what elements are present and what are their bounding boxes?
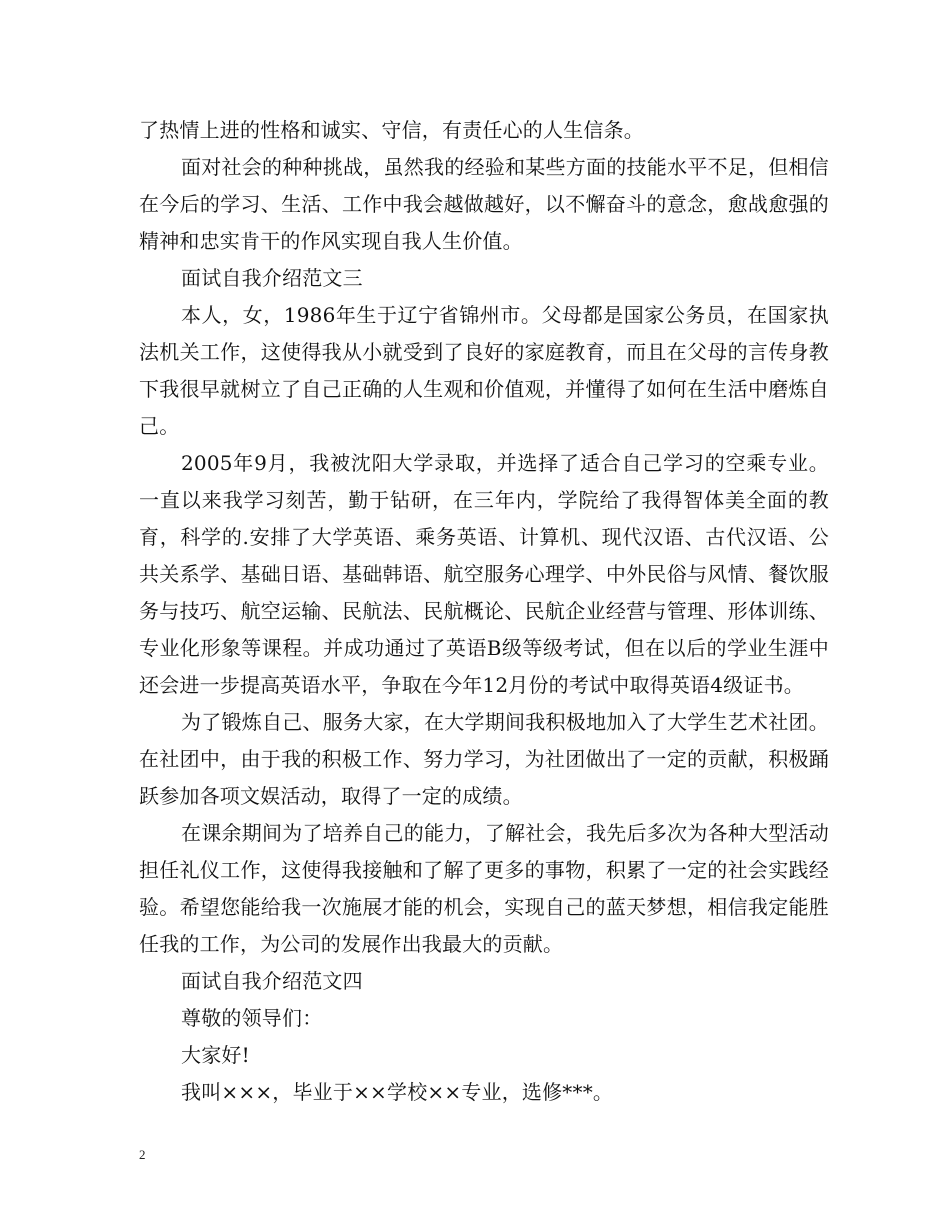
page-number: 2 [139, 1147, 146, 1162]
paragraph: 在课余期间为了培养自己的能力，了解社会，我先后多次为各种大型活动担任礼仪工作，这使得我接触和了解了更多的事物，积累了一定的社会实践经验。希望您能给我一次施展才能的机会，实现自己的蓝天梦想，相信我定能胜任我的工作，为公司的发展作出我最大的贡献。 [139, 821, 829, 956]
paragraph: 本人，女，1986年生于辽宁省锦州市。父母都是国家公务员，在国家执法机关工作，这使得我从小就受到了良好的家庭教育，而且在父母的言传身教下我很早就树立了自己正确的人生观和价值观，并懂得了如何在生活中磨炼自己。 [139, 303, 829, 438]
paragraph: 我叫×××，毕业于××学校××专业，选修***。 [181, 1080, 614, 1104]
section-heading: 面试自我介绍范文三 [181, 266, 363, 290]
document-body [139, 112, 829, 1111]
paragraph: 为了锻炼自己、服务大家，在大学期间我积极地加入了大学生艺术社团。在社团中，由于我的积极工作、努力学习，为社团做出了一定的贡献，积极踊跃参加各项文娱活动，取得了一定的成绩。 [139, 710, 829, 808]
greeting: 大家好! [181, 1043, 250, 1067]
salutation: 尊敬的领导们： [181, 1006, 323, 1030]
paragraph: 了热情上进的性格和诚实、守信，有责任心的人生信条。 [139, 118, 644, 142]
paragraph: 面对社会的种种挑战，虽然我的经验和某些方面的技能水平不足，但相信在今后的学习、生活、工作中我会越做越好，以不懈奋斗的意念，愈战愈强的精神和忠实肯干的作风实现自我人生价值。 [139, 155, 829, 253]
paragraph: 2005年9月，我被沈阳大学录取，并选择了适合自己学习的空乘专业。一直以来我学习刻苦，勤于钻研，在三年内，学院给了我得智体美全面的教育，科学的.安排了大学英语、乘务英语、计算机、现代汉语、古代汉语、公共关系学、基础日语、基础韩语、航空服务心理学、中外民俗与风情、餐饮服务与技巧、航空运输、民航法、民航概论、民航企业经营与管理、形体训练、专业化形象等课程。并成功通过了英语B级等级考试，但在以后的学业生涯中还会进一步提高英语水平，争取在今年12月份的考试中取得英语4级证书。 [139, 451, 829, 697]
section-heading: 面试自我介绍范文四 [181, 969, 363, 993]
